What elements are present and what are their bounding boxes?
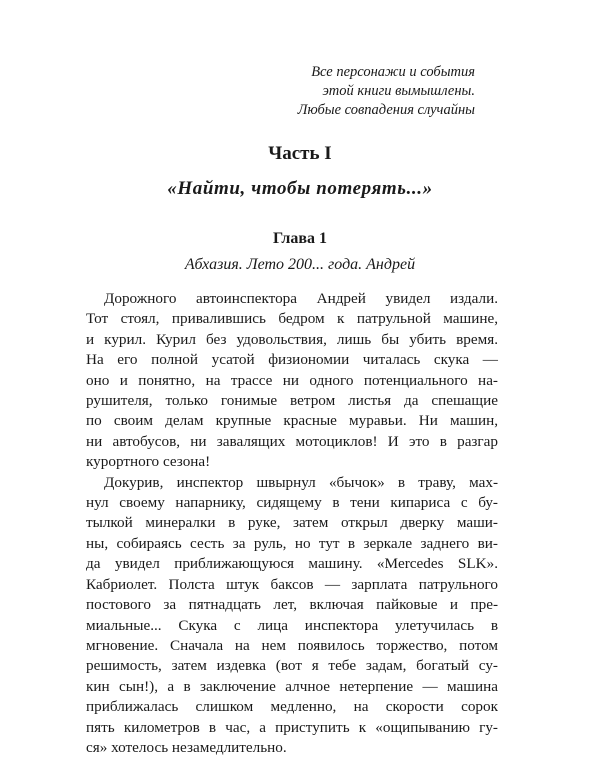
text-line: постового за пятнадцать лет, включая пайковые и пре- (86, 596, 498, 614)
text-line: мгновение. Сначала на нем появилось торжество, потом (86, 636, 498, 654)
paragraph-2 (86, 473, 498, 758)
text-line: Дорожного автоинспектора Андрей увидел издали. (104, 290, 498, 307)
text-line: да увидел приближающуюся машину. «Mercedes SLK». (86, 555, 498, 573)
text-line: тылкой минералки в руке, затем открыл дверку маши- (86, 514, 498, 532)
disclaimer-line: этой книги вымышлены. (322, 83, 475, 99)
text-line: Тот стоял, привалившись бедром к патрульной машине, (86, 310, 498, 328)
text-line: нул своему напарнику, сидящему в тени кипариса с бу- (86, 494, 498, 512)
text-line: рушителя, только гонимые ветром листья да спешащие (86, 392, 498, 410)
text-line: На его полной усатой физиономии читалась скука — (86, 351, 498, 369)
text-line: миальные... Скука с лица инспектора улетучилась в (86, 616, 498, 634)
disclaimer-line: Все персонажи и события (311, 64, 475, 80)
text-line: ни автобусов, ни завалящих мотоциклов! И это в разгар (86, 432, 498, 450)
text-line: Кабриолет. Полста штук баксов — зарплата патрульного (86, 575, 498, 593)
part-subtitle: «Найти, чтобы потерять...» (167, 178, 433, 199)
chapter-title: Глава 1 (273, 230, 327, 247)
text-line: ны, собираясь сесть за руль, но тут в зеркале заднего ви- (86, 534, 498, 552)
disclaimer-line: Любые совпадения случайны (297, 102, 475, 118)
text-line: и курил. Курил без удовольствия, лишь бы убить время. (86, 330, 498, 348)
text-line: пять километров в час, а приступить к «ощипыванию гу- (86, 718, 498, 736)
text-line: кин сын!), а в заключение алчное нетерпение — машина (86, 677, 498, 695)
text-line: оно и понятно, на трассе ни одного потенциального на- (86, 371, 498, 389)
disclaimer (298, 63, 475, 120)
text-line: Докурив, инспектор швырнул «бычок» в траву, мах- (104, 473, 498, 491)
text-line: решимость, затем издевка (вот я тебе задам, богатый су- (86, 657, 498, 675)
part-title: Часть I (268, 143, 332, 164)
text-line: приближалась слишком медленно, на скорости сорок (86, 698, 498, 716)
text-line: курортного сезона! (86, 453, 211, 471)
text-line: ся» хотелось незамедлительно. (86, 738, 287, 756)
paragraph-1 (86, 289, 498, 473)
chapter-subtitle: Абхазия. Лето 200... года. Андрей (184, 256, 416, 273)
text-line: по своим делам крупные красные муравьи. Ни машин, (86, 412, 498, 430)
body-text (86, 289, 498, 758)
